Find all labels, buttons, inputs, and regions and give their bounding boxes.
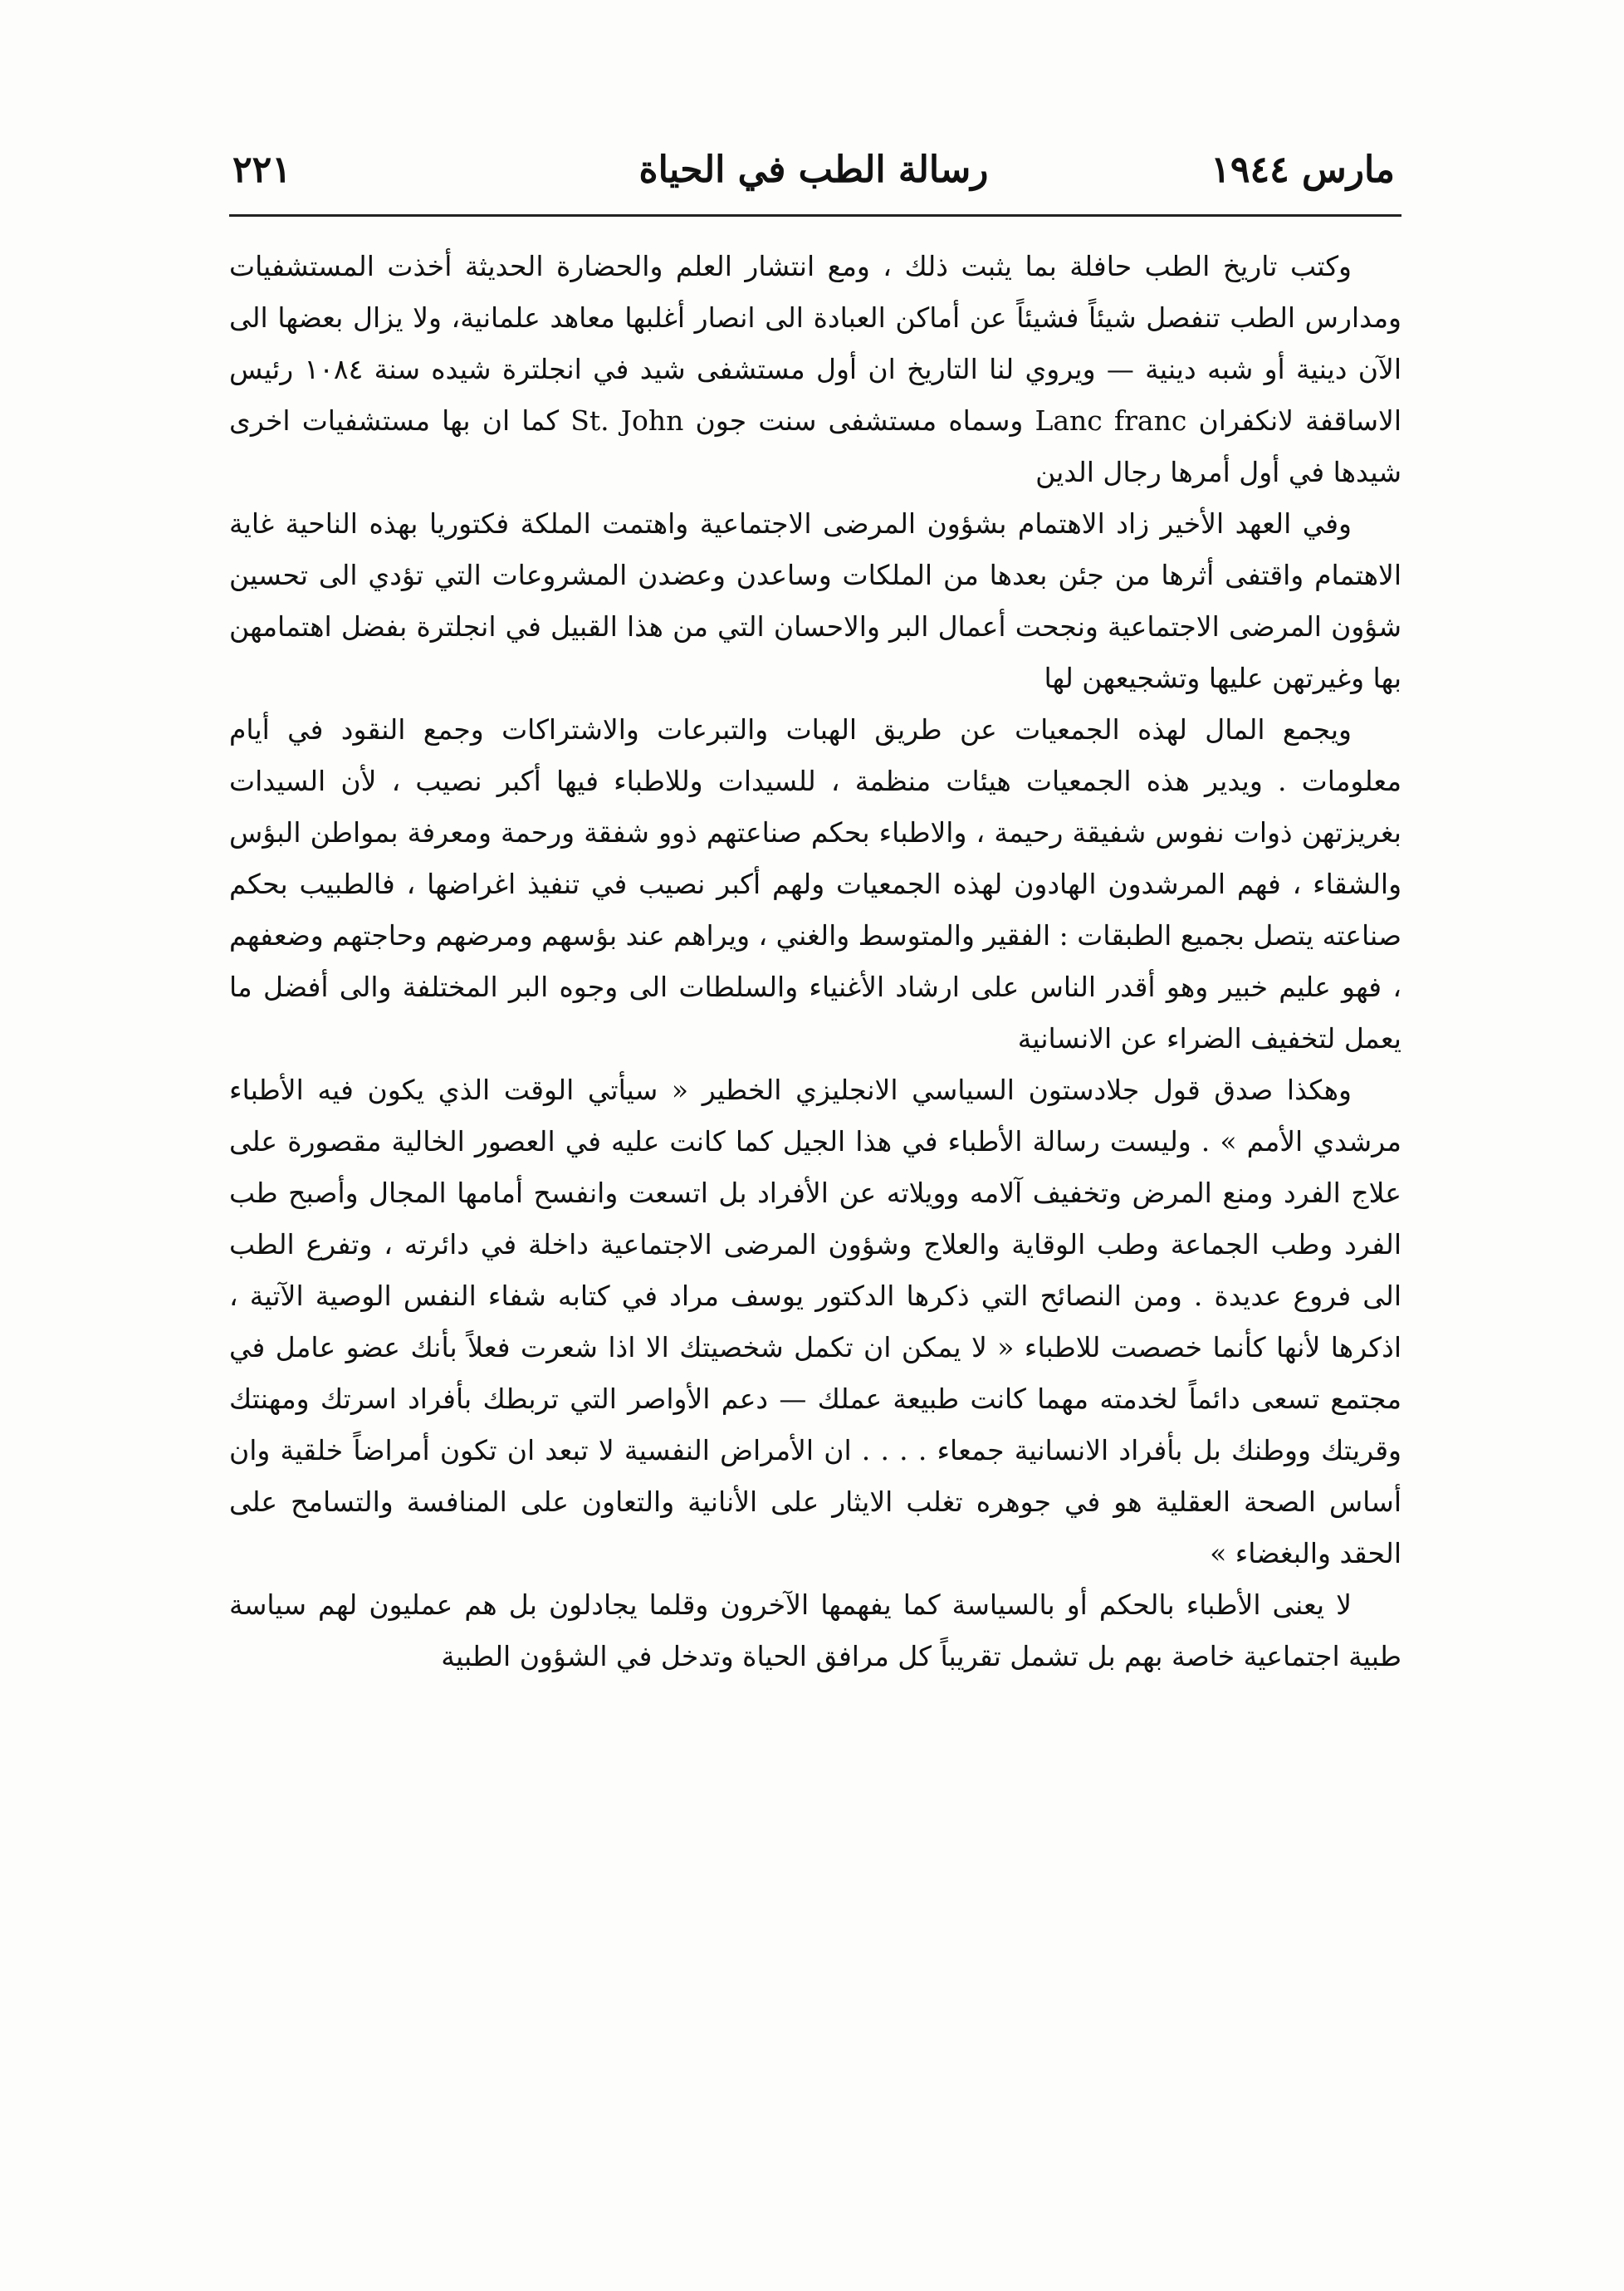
page-number: ٢٢١ — [232, 149, 291, 191]
running-header — [232, 141, 1395, 199]
header-rule — [229, 214, 1401, 217]
paragraph-4: وهكذا صدق قول جلادستون السياسي الانجليزي الخطير « سيأتي الوقت الذي يكون فيه الأطباء مرشدي الأمم » . وليست رسالة الأطباء في هذا الجيل كما كانت عليه في العصور الخالية مقصورة على علاج الفرد ومنع المرض وتخفيف آلامه وويلاته عن الأفراد بل اتسعت وانفسح أمامها المجال وأصبح طب الفرد وطب الجماعة وطب الوقاية والعلاج وشؤون المرضى الاجتماعية داخلة في دائرته ، وتفرع الطب الى فروع عديدة . ومن النصائح التي ذكرها الدكتور يوسف مراد في كتابه شفاء النفس الوصية الآتية ، اذكرها لأنها كأنما خصصت للاطباء « لا يمكن ان تكمل شخصيتك الا اذا شعرت فعلاً بأنك عضو عامل في مجتمع تسعى دائماً لخدمته مهما كانت طبيعة عملك — دعم الأواصر التي تربطك بأفراد اسرتك ومهنتك وقريتك ووطنك بل بأفراد الانسانية جمعاء . . . . ان الأمراض النفسية لا تبعد ان تكون أمراضاً خلقية وان أساس الصحة العقلية هو في جوهره تغلب الايثار على الأنانية والتعاون على المنافسة والتسامح على الحقد والبغضاء » — [229, 1074, 1401, 1569]
paragraph-1: وكتب تاريخ الطب حافلة بما يثبت ذلك ، ومع انتشار العلم والحضارة الحديثة أخذت المستشفيات ومدارس الطب تنفصل شيئاً فشيئاً عن أماكن العبادة الى انصار أغلبها معاهد علمانية، ولا يزال بعضها الى الآن دينية أو شبه دينية — ويروي لنا التاريخ ان أول مستشفى شيد في انجلترة شيده سنة ١٠٨٤ رئيس الاساقفة لانكفران Lanc franc وسماه مستشفى سنت جون St. John كما ان بها مستشفيات اخرى شيدها في أول أمرها رجال الدين — [229, 250, 1402, 488]
issue-date: مارس ١٩٤٤ — [1211, 149, 1395, 191]
article-title: رسالة الطب في الحياة — [638, 149, 989, 191]
article-body — [229, 241, 1401, 1682]
paragraph-5: لا يعنى الأطباء بالحكم أو بالسياسة كما يفهمها الآخرون وقلما يجادلون بل هم عمليون لهم سياسة طبية اجتماعية خاصة بهم بل تشمل تقريباً كل مرافق الحياة وتدخل في الشؤون الطبية — [229, 1589, 1401, 1672]
paragraph-3: ويجمع المال لهذه الجمعيات عن طريق الهبات والتبرعات والاشتراكات وجمع النقود في أيام معلومات . ويدير هذه الجمعيات هيئات منظمة ، للسيدات وللاطباء فيها أكبر نصيب ، لأن السيدات بغريزتهن ذوات نفوس شفيقة رحيمة ، والاطباء بحكم صناعتهم ذوو شفقة ورحمة ومعرفة بمواطن البؤس والشقاء ، فهم المرشدون الهادون لهذه الجمعيات ولهم أكبر نصيب في تنفيذ اغراضها ، فالطبيب بحكم صناعته يتصل بجميع الطبقات : الفقير والمتوسط والغني ، ويراهم عند بؤسهم ومرضهم وحاجتهم وضعفهم ، فهو عليم خبير وهو أقدر الناس على ارشاد الأغنياء والسلطات الى وجوه البر المختلفة والى أفضل ما يعمل لتخفيف الضراء عن الانسانية — [228, 713, 1401, 1055]
paragraph-2: وفي العهد الأخير زاد الاهتمام بشؤون المرضى الاجتماعية واهتمت الملكة فكتوريا بهذه الناحية غاية الاهتمام واقتفى أثرها من جئن بعدها من الملكات وساعدن وعضدن المشروعات التي تؤدي الى تحسين شؤون المرضى الاجتماعية ونجحت أعمال البر والاحسان التي من هذا القبيل في انجلترة بفضل اهتمامهن بها وغيرتهن عليها وتشجيعهن لها — [229, 507, 1401, 694]
